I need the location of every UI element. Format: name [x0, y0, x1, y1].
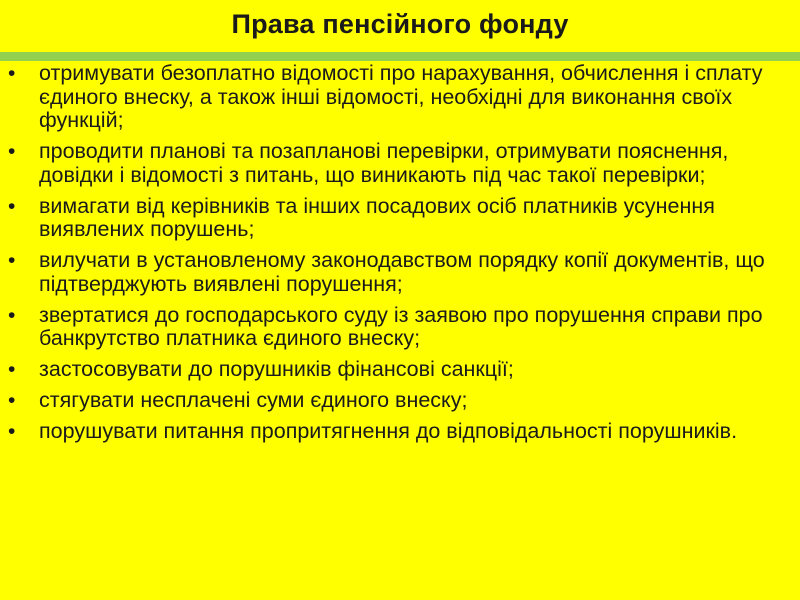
- bullet-icon: •: [8, 303, 16, 327]
- bullet-icon: •: [8, 420, 16, 443]
- list-item-text: стягувати несплачені суми єдиного внеску;: [39, 388, 468, 412]
- slide-title: Права пенсійного фонду: [231, 9, 569, 39]
- list-item: [0, 195, 800, 242]
- title-bar: [0, 0, 800, 54]
- list-item: [0, 62, 800, 133]
- list-item-text: порушувати питання пропритягнення до відповідальності порушників.: [39, 419, 738, 443]
- list-item-text: застосовувати до порушників фінансові санкції;: [39, 357, 514, 381]
- list-item: [0, 140, 800, 187]
- list-item: [0, 389, 800, 413]
- list-item-text: звертатися до господарського суду із заявою про порушення справи про банкрутство платника єдиного внеску;: [39, 302, 763, 350]
- list-item-text: вимагати від керівників та інших посадових осіб платників усунення виявлених порушень;: [39, 193, 715, 241]
- bullet-icon: •: [8, 140, 16, 163]
- list-item-text: отримувати безоплатно відомості про нарахування, обчислення і сплату єдиного внеску, а також інші відомості, необхідні для виконання своїх функцій;: [39, 61, 763, 132]
- bullet-icon: •: [8, 62, 16, 85]
- list-item: [0, 249, 800, 296]
- list-item: [0, 420, 800, 444]
- list-item-text: проводити планові та позапланові перевірки, отримувати пояснення, довідки і відомості з питань, що виникають під час такої перевірки;: [39, 139, 729, 187]
- bullet-icon: •: [8, 249, 16, 272]
- bullet-list: [0, 62, 800, 451]
- list-item: [0, 304, 800, 351]
- bullet-icon: •: [8, 389, 16, 412]
- list-item: [0, 358, 800, 382]
- bullet-icon: •: [8, 358, 16, 381]
- list-item-text: вилучати в установленому законодавством порядку копії документів, що підтверджують виявлені порушення;: [39, 248, 765, 296]
- bullet-icon: •: [8, 194, 16, 218]
- title-divider: [0, 52, 800, 61]
